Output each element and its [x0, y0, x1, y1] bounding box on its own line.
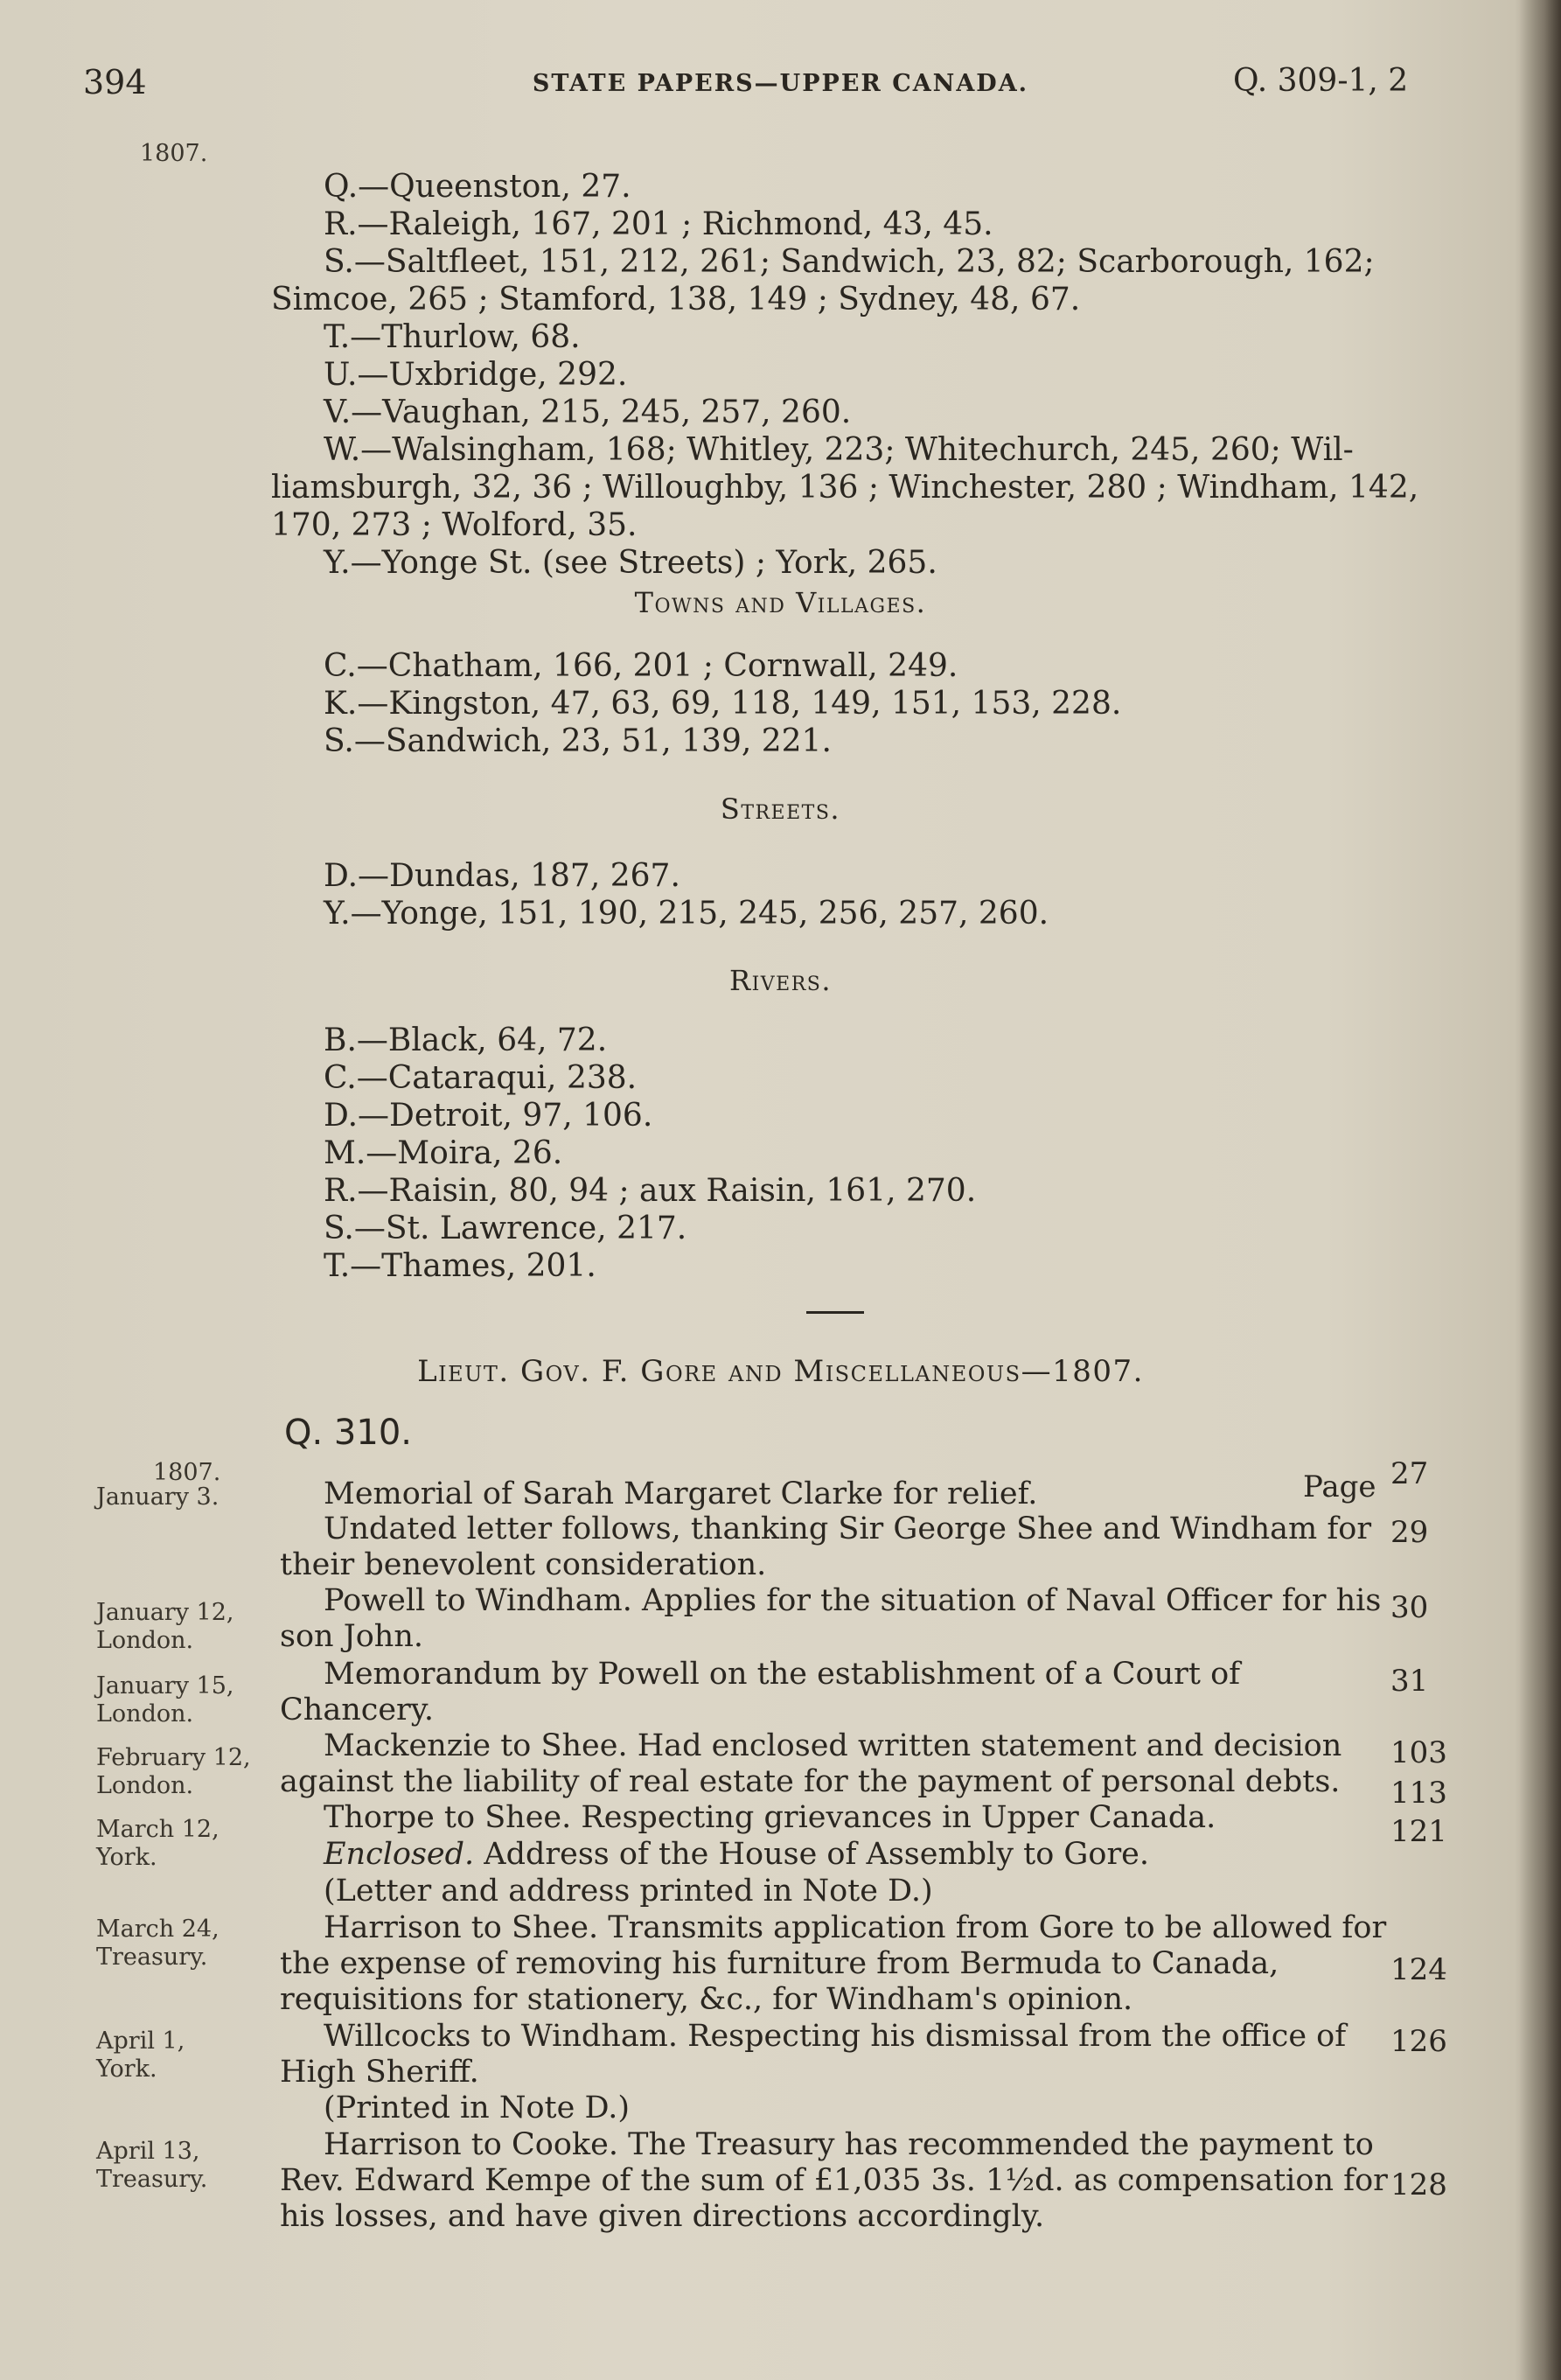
entry-date: January 15,	[96, 1672, 234, 1700]
entry-date-block	[96, 1599, 233, 1655]
entry-text: (Letter and address printed in Note D.)	[324, 1874, 933, 1909]
entry-place: Treasury.	[96, 1944, 208, 1971]
entry-place: London.	[96, 1772, 194, 1799]
entry-place: York.	[96, 1844, 157, 1871]
entry-text: Harrison to Cooke. The Treasury has recommended the payment to	[324, 2127, 1374, 2162]
entry-date-block	[96, 2138, 207, 2194]
page-ref: 103	[1390, 1735, 1447, 1770]
entry-date: January 12,	[96, 1599, 234, 1626]
entry-text	[280, 1837, 1434, 1873]
entry-text: son John.	[280, 1619, 424, 1654]
calendar-entry	[280, 1837, 1434, 1873]
index-line: S.—St. Lawrence, 217.	[324, 1211, 687, 1246]
entry-date-block	[96, 1744, 251, 1800]
entry-text: against the liability of real estate for the payment of personal debts.	[280, 1764, 1341, 1799]
entry-date: April 13,	[96, 2138, 200, 2165]
running-title: STATE PAPERS—UPPER CANADA.	[532, 70, 1029, 97]
page-ref: 113	[1390, 1776, 1447, 1811]
entry-place: York.	[96, 2055, 157, 2083]
towns-index	[280, 647, 1417, 760]
volume-reference: Q. 309-1, 2	[1233, 63, 1409, 99]
index-line: T.—Thurlow, 68.	[324, 319, 581, 355]
index-line: C.—Cataraqui, 238.	[324, 1060, 638, 1096]
entry-date-block	[96, 2028, 185, 2083]
entry-text: High Sheriff.	[280, 2055, 479, 2090]
entry-text: Mackenzie to Shee. Had enclosed written statement and decision	[324, 1728, 1342, 1763]
entry-date: February 12,	[96, 1744, 251, 1771]
calendar-entry	[280, 1728, 1434, 1800]
streets-index	[280, 857, 1417, 932]
streets-heading: Streets.	[720, 792, 841, 826]
entry-text: his losses, and have given directions accordingly.	[280, 2199, 1045, 2234]
index-line: R.—Raleigh, 167, 201 ; Richmond, 43, 45.	[324, 206, 993, 242]
entry-text: Harrison to Shee. Transmits application from Gore to be allowed for	[324, 1910, 1387, 1945]
index-line: D.—Detroit, 97, 106.	[324, 1098, 653, 1134]
towns-heading: Towns and Villages.	[634, 586, 927, 619]
rivers-heading: Rivers.	[728, 964, 833, 997]
entry-date: January 3.	[96, 1483, 220, 1511]
index-line: C.—Chatham, 166, 201 ; Cornwall, 249.	[324, 648, 958, 684]
section-divider	[806, 1311, 864, 1314]
rivers-index	[280, 1022, 1417, 1285]
calendar-entry	[280, 1910, 1434, 2018]
index-line: liamsburgh, 32, 36 ; Willoughby, 136 ; Winchester, 280 ; Windham, 142,	[271, 470, 1419, 506]
entry-date-block	[96, 1672, 233, 1728]
page-column-label: Page	[1303, 1469, 1376, 1504]
index-line: M.—Moira, 26.	[324, 1135, 563, 1171]
page-ref: 126	[1390, 2024, 1447, 2059]
entry-date: April 1,	[96, 2028, 185, 2055]
page-ref: 27	[1390, 1456, 1429, 1491]
entry-text: Rev. Edward Kempe of the sum of £1,035 3s. 1½d. as compensation for	[280, 2163, 1388, 2198]
index-line: W.—Walsingham, 168; Whitley, 223; Whitechurch, 245, 260; Wil-	[324, 432, 1354, 468]
index-line: Q.—Queenston, 27.	[324, 169, 631, 205]
entry-text: Memorandum by Powell on the establishment of a Court of	[324, 1657, 1241, 1692]
index-line: Simcoe, 265 ; Stamford, 138, 149 ; Sydney, 48, 67.	[271, 282, 1081, 318]
page-number: 394	[83, 63, 147, 101]
page-ref: 31	[1390, 1664, 1429, 1699]
index-line: S.—Saltfleet, 151, 212, 261; Sandwich, 23, 82; Scarborough, 162;	[324, 244, 1375, 280]
entry-text: requisitions for stationery, &c., for Windham's opinion.	[280, 1982, 1133, 2017]
entry-date-year: 1807.	[153, 1459, 221, 1486]
entry-date: March 24,	[96, 1916, 220, 1943]
book-spine-shadow	[1519, 0, 1561, 2380]
calendar-entry	[280, 1874, 1434, 1909]
entry-text: Memorial of Sarah Margaret Clarke for relief.	[324, 1476, 1038, 1511]
index-line: 170, 273 ; Wolford, 35.	[271, 507, 638, 543]
volume-heading: Q. 310.	[284, 1413, 412, 1453]
index-line: Y.—Yonge, 151, 190, 215, 245, 256, 257, 260.	[324, 896, 1049, 932]
section-title: Lieut. Gov. F. Gore and Miscellaneous—1807.	[417, 1354, 1144, 1389]
townships-index	[271, 168, 1419, 582]
calendar-entry	[280, 2127, 1434, 2235]
index-line: K.—Kingston, 47, 63, 69, 118, 149, 151, 153, 228.	[324, 686, 1122, 722]
entry-date-block	[96, 1816, 220, 1872]
page-ref: 124	[1390, 1952, 1447, 1987]
index-line: U.—Uxbridge, 292.	[324, 357, 628, 393]
enclosed-label: Enclosed.	[324, 1837, 475, 1872]
index-line: T.—Thames, 201.	[324, 1248, 596, 1284]
margin-year: 1807.	[140, 140, 208, 167]
index-line: S.—Sandwich, 23, 51, 139, 221.	[324, 723, 832, 759]
index-line: V.—Vaughan, 215, 245, 257, 260.	[324, 394, 852, 430]
entry-text: the expense of removing his furniture from Bermuda to Canada,	[280, 1946, 1279, 1981]
index-line: B.—Black, 64, 72.	[324, 1022, 608, 1058]
page-ref: 30	[1390, 1590, 1429, 1625]
index-line: R.—Raisin, 80, 94 ; aux Raisin, 161, 270.	[324, 1173, 977, 1209]
index-line: Y.—Yonge St. (see Streets) ; York, 265.	[324, 545, 937, 581]
calendar-entry	[280, 1657, 1434, 1728]
page-ref: 121	[1390, 1814, 1447, 1849]
page-ref: 128	[1390, 2167, 1447, 2202]
entry-place: London.	[96, 1700, 194, 1727]
entry-text: (Printed in Note D.)	[324, 2090, 631, 2125]
entry-place: London.	[96, 1627, 194, 1654]
entry-date-block	[96, 1916, 220, 1972]
entry-text: Powell to Windham. Applies for the situation of Naval Officer for his	[324, 1583, 1382, 1618]
index-line: D.—Dundas, 187, 267.	[324, 858, 680, 894]
entry-text: Chancery.	[280, 1693, 435, 1727]
calendar-entry	[280, 1800, 1434, 1836]
entry-date: March 12,	[96, 1816, 220, 1843]
calendar-entry	[280, 2019, 1434, 2126]
entry-text: their benevolent consideration.	[280, 1547, 767, 1582]
entry-text: Address of the House of Assembly to Gore.	[474, 1837, 1150, 1872]
calendar-entry	[280, 1511, 1434, 1583]
entry-text: Undated letter follows, thanking Sir George Shee and Windham for	[324, 1511, 1372, 1546]
calendar-entry	[280, 1476, 1434, 1512]
entry-text: Willcocks to Windham. Respecting his dismissal from the office of	[324, 2019, 1347, 2054]
entry-place: Treasury.	[96, 2166, 208, 2193]
page-ref: 29	[1390, 1515, 1429, 1550]
calendar-entry	[280, 1583, 1434, 1655]
entry-text: Thorpe to Shee. Respecting grievances in Upper Canada.	[324, 1800, 1216, 1835]
